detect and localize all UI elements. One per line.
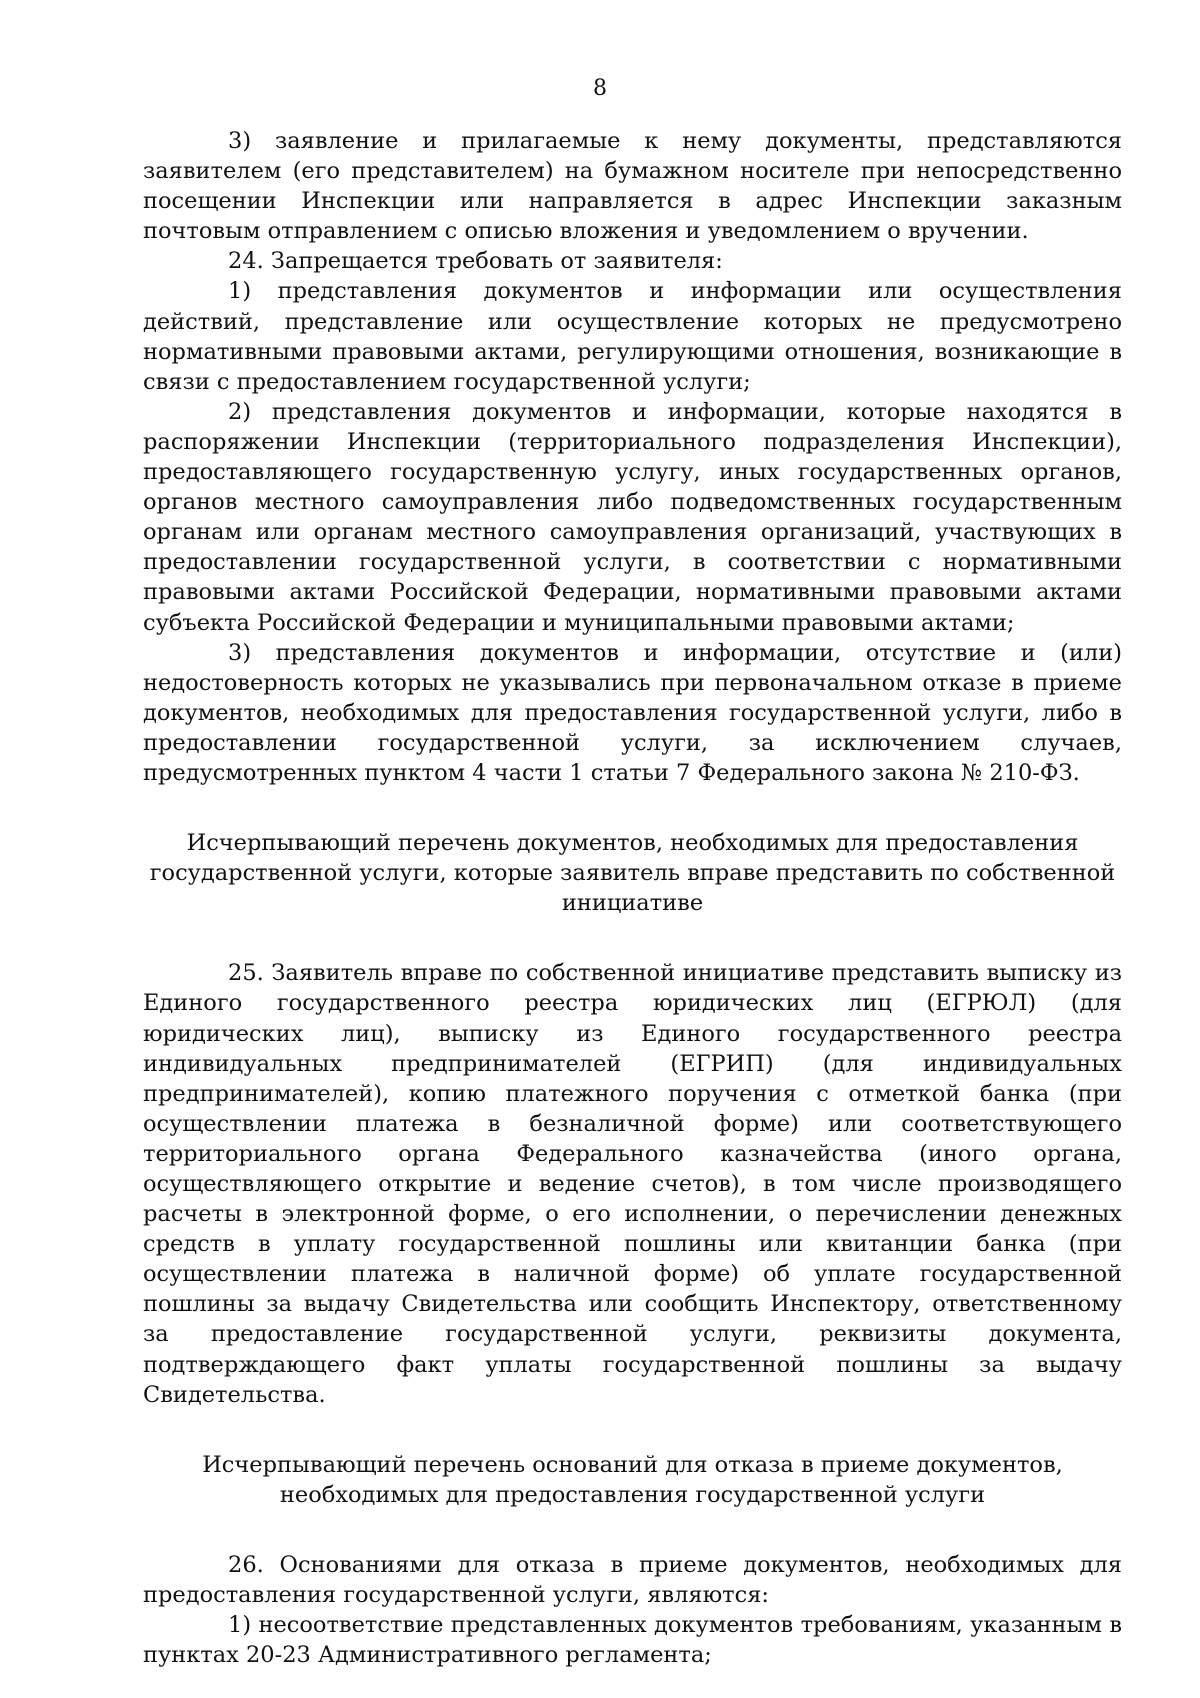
page-number: 8 [593,76,607,101]
paragraph-24-item-1: 1) представления документов и информации или осуществления действий, представление или осуществление которых не предусмотрено нормативными правовыми актами, регулирующими отношения, возникающие в связи с предоставлением государственной услуги; [143,278,1122,395]
paragraph-24-prohibitions: 24. Запрещается требовать от заявителя: [228,248,723,275]
document-body [143,126,1122,1670]
section-heading-refusal-grounds: Исчерпывающий перечень оснований для отказа в приеме документов, необходимых для предоставления государственной услуги [202,1451,1063,1508]
paragraph-26-item-1: 1) несоответствие представленных документов требованиям, указанным в пунктах 20-23 Административного регламента; [143,1612,1122,1669]
section-heading-optional-documents: Исчерпывающий перечень документов, необходимых для предоставления государственной услуги, которые заявитель вправе представить по собственной инициативе [149,830,1116,917]
paragraph-24-item-2: 2) представления документов и информации, которые находятся в распоряжении Инспекции (территориального подразделения Инспекции), предоставляющего государственную услугу, иных государственных органов, органов местного самоуправления либо подведомственных государственным органам или органам местного самоуправления организаций, участвующих в предоставлении государственной услуги, в соответствии с нормативными правовыми актами Российской Федерации, нормативными правовыми актами субъекта Российской Федерации и муниципальными правовыми актами; [143,398,1122,636]
paragraph-24-item-3: 3) представления документов и информации, отсутствие и (или) недостоверность которых не указывались при первоначальном отказе в приеме документов, необходимых для предоставления государственной услуги, либо в предоставлении государственной услуги, за исключением случаев, предусмотренных пунктом 4 части 1 статьи 7 Федерального закона № 210-ФЗ. [143,639,1122,786]
paragraph-submission-method: 3) заявление и прилагаемые к нему документы, представляются заявителем (его представителем) на бумажном носителе при непосредственно посещении Инспекции или направляется в адрес Инспекции заказным почтовым отправлением с описью вложения и уведомлением о вручении. [143,128,1122,245]
paragraph-26-refusal-grounds: 26. Основаниями для отказа в приеме документов, необходимых для предоставления государственной услуги, являются: [143,1551,1122,1609]
paragraph-25-optional-documents: 25. Заявитель вправе по собственной инициативе представить выписку из Единого государственного реестра юридических лиц (ЕГРЮЛ) (для юридических лиц), выписку из Единого государственного реестра индивидуальных предпринимателей (ЕГРИП) (для индивидуальных предпринимателей), копию платежного поручения с отметкой банка (при осуществлении платежа в безналичной форме) или соответствующего территориального органа Федерального казначейства (иного органа, осуществляющего открытие и ведение счетов), в том числе производящего расчеты в электронной форме, о его исполнении, о перечислении денежных средств в уплату государственной пошлины или квитанции банка (при осуществлении платежа в наличной форме) об уплате государственной пошлины за выдачу Свидетельства или сообщить Инспектору, ответственному за предоставление государственной услуги, реквизиты документа, подтверждающего факт уплаты государственной пошлины за выдачу Свидетельства. [143,960,1122,1408]
